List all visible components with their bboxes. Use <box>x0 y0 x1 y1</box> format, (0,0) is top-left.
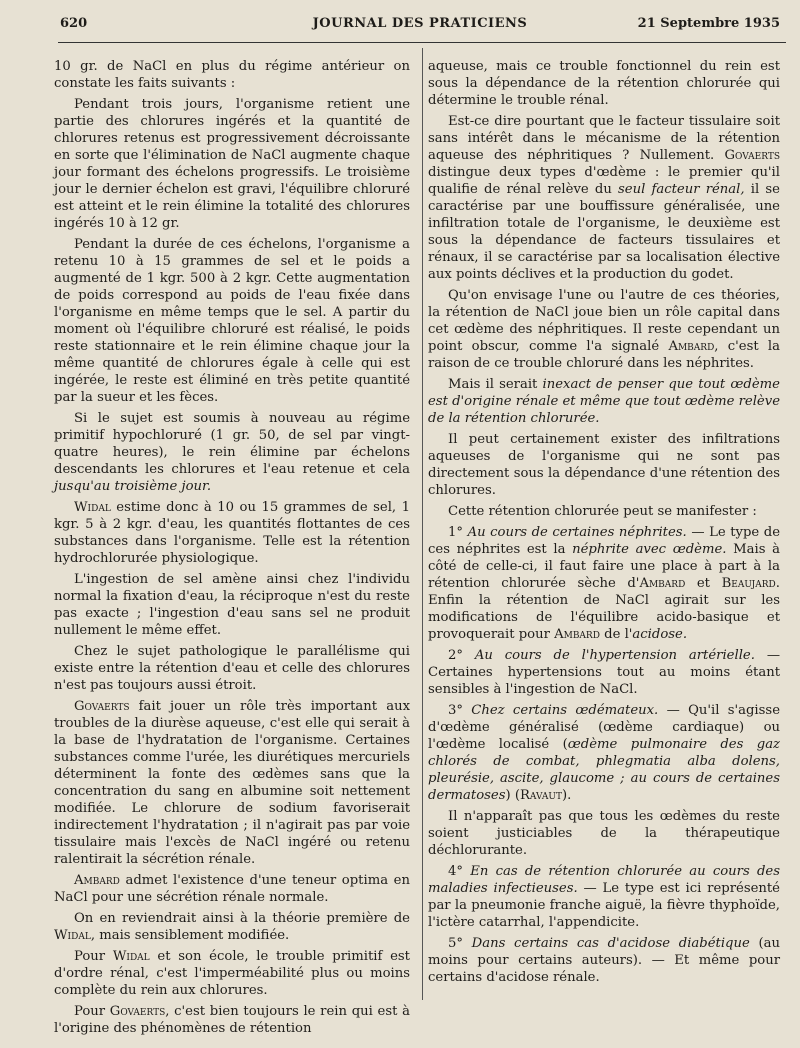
paragraph: Chez le sujet pathologique le parallélisme qui existe entre la rétention d'eau et celle des chlorures n'est pas toujours aussi étroit. <box>54 644 410 693</box>
author-name: Beaujard <box>721 576 776 591</box>
author-name: Ambard <box>668 339 715 354</box>
issue-date: 21 Septembre 1935 <box>637 16 780 31</box>
paragraph: On en reviendrait ainsi à la théorie première de Widal, mais sensiblement modifiée. <box>54 911 410 943</box>
author-name: Govaerts <box>74 699 130 714</box>
paragraph: Cette rétention chlorurée peut se manifester : <box>448 504 757 519</box>
paragraph: Est-ce dire pourtant que le facteur tissulaire soit sans intérêt dans le mécanisme de la rétention aqueuse des néphritiques ? Nullement. Govaerts distingue deux types d'œdème : le premier qu'il qualifie de rénal relève du seul facteur rénal, il se caractérise par une bouffissure généralisée, une infiltration totale de l'organisme, le deuxième est sous la dépendance de facteurs tissulaires et rénaux, il se caractérise par sa localisation élective aux points déclives et la production du godet. <box>428 114 780 282</box>
author-name: Ambard <box>74 873 120 888</box>
paragraph: aqueuse, mais ce trouble fonctionnel du rein est sous la dépendance de la rétention chlorurée qui détermine le trouble rénal. <box>428 59 780 108</box>
column-separator <box>422 48 423 1000</box>
author-name: Ravaut <box>519 788 562 803</box>
paragraph: Mais il serait inexact de penser que tout œdème est d'origine rénale et même que tout œdème relève de la rétention chlorurée. <box>428 377 780 426</box>
author-name: Ambard <box>639 576 686 591</box>
author-name: Ambard <box>554 627 600 642</box>
paragraph: Pour Govaerts, c'est bien toujours le rein qui est à l'origine des phénomènes de rétention <box>54 1004 410 1036</box>
page-header <box>60 16 780 38</box>
paragraph: Ambard admet l'existence d'une teneur optima en NaCl pour une sécrétion rénale normale. <box>54 873 410 905</box>
author-name: Govaerts <box>724 148 780 163</box>
header-rule <box>58 42 786 43</box>
paragraph: Pour Widal et son école, le trouble primitif est d'ordre rénal, c'est l'imperméabilité plus ou moins complète du rein aux chlorures. <box>54 949 410 998</box>
list-item: 3° Chez certains œdémateux. — Qu'il s'agisse d'œdème généralisé (œdème cardiaque) ou l'œdème localisé (œdème pulmonaire des gaz chlorés de combat, phlegmatia alba dolens, pleurésie, ascite, glaucome ; au cours de certaines dermatoses) (Ravaut). <box>428 703 780 803</box>
paragraph: Widal estime donc à 10 ou 15 grammes de sel, 1 kgr. 5 à 2 kgr. d'eau, les quantités flottantes de ces substances dans l'organisme. Telle est la rétention hydrochlorurée physiologique. <box>54 500 410 566</box>
paragraph: Il peut certainement exister des infiltrations aqueuses de l'organisme qui ne sont pas directement sous la dépendance d'une rétention des chlorures. <box>428 432 780 498</box>
list-item: 5° Dans certains cas d'acidose diabétique (au moins pour certains auteurs). — Et même pour certains d'acidose rénale. <box>428 936 780 985</box>
paragraph: Si le sujet est soumis à nouveau au régime primitif hypochloruré (1 gr. 50, de sel par vingt-quatre heures), le rein élimine par échelons descendants les chlorures et l'eau retenue et cela jusqu'au troisième jour. <box>54 411 410 494</box>
right-column <box>428 58 780 998</box>
author-name: Widal <box>74 500 111 515</box>
list-item: 4° En cas de rétention chlorurée au cours des maladies infectieuses. — Le type est ici représenté par la pneumonie franche aiguë, la fièvre thyphoïde, l'ictère catarrhal, l'appendicite. <box>428 864 780 930</box>
author-name: Widal <box>54 928 91 943</box>
left-column <box>54 58 410 1036</box>
paragraph: 10 gr. de NaCl en plus du régime antérieur on constate les faits suivants : <box>54 59 410 91</box>
paragraph: L'ingestion de sel amène ainsi chez l'individu normal la fixation d'eau, la réciproque n'est du reste pas exacte ; l'ingestion d'eau sans sel ne produit nullement le même effet. <box>54 572 410 638</box>
paragraph: Govaerts fait jouer un rôle très important aux troubles de la diurèse aqueuse, c'est elle qui serait à la base de l'hydratation de l'organisme. Certaines substances comme l'urée, les diurétiques mercuriels déterminent la fonte des œdèmes sans que la concentration du sang en albumine soit nettement modifiée. Le chlorure de sodium favoriserait indirectement l'hydratation ; il n'agirait pas par voie tissulaire mais l'excès de NaCl ingéré ou retenu ralentirait la sécrétion rénale. <box>54 699 410 867</box>
author-name: Govaerts <box>109 1004 166 1019</box>
list-item: 2° Au cours de l'hypertension artérielle. — Certaines hypertensions tout au moins étant sensibles à l'ingestion de NaCl. <box>428 648 780 697</box>
journal-title: JOURNAL DES PRATICIENS <box>312 16 528 31</box>
page-number: 620 <box>60 16 88 31</box>
paragraph: Pendant la durée de ces échelons, l'organisme a retenu 10 à 15 grammes de sel et le poids a augmenté de 1 kgr. 500 à 2 kgr. Cette augmentation de poids correspond au poids de l'eau fixée dans l'organisme en même temps que le sel. A partir du moment où l'équilibre chloruré est réalisé, le poids reste stationnaire et le rein élimine chaque jour la même quantité de chlorures égale à celle qui est ingérée, le reste est éliminé en très petite quantité par la sueur et les fèces. <box>54 237 410 405</box>
list-item: 1° Au cours de certaines néphrites. — Le type de ces néphrites est la néphrite avec œdème. Mais à côté de celle-ci, il faut faire une place à part à la rétention chlorurée sèche d'Ambard et Beaujard. Enfin la rétention de NaCl agirait sur les modifications de l'équilibre acido-basique et provoquerait pour Ambard de l'acidose. <box>428 525 780 642</box>
author-name: Widal <box>112 949 150 964</box>
paragraph: Qu'on envisage l'une ou l'autre de ces théories, la rétention de NaCl joue bien un rôle capital dans cet œdème des néphritiques. Il reste cependant un point obscur, comme l'a signalé Ambard, c'est la raison de ce trouble chloruré dans les néphrites. <box>428 288 780 371</box>
paragraph: Il n'apparaît pas que tous les œdèmes du reste soient justiciables de la thérapeutique déchlorurante. <box>428 809 780 858</box>
paragraph: Pendant trois jours, l'organisme retient une partie des chlorures ingérés et la quantité de chlorures retenus est progressivement décroissante en sorte que l'élimination de NaCl augmente chaque jour formant des échelons progressifs. Le troisième jour le dernier échelon est gravi, l'équilibre chloruré est atteint et le rein élimine la totalité des chlorures ingérés 10 à 12 gr. <box>54 97 410 231</box>
